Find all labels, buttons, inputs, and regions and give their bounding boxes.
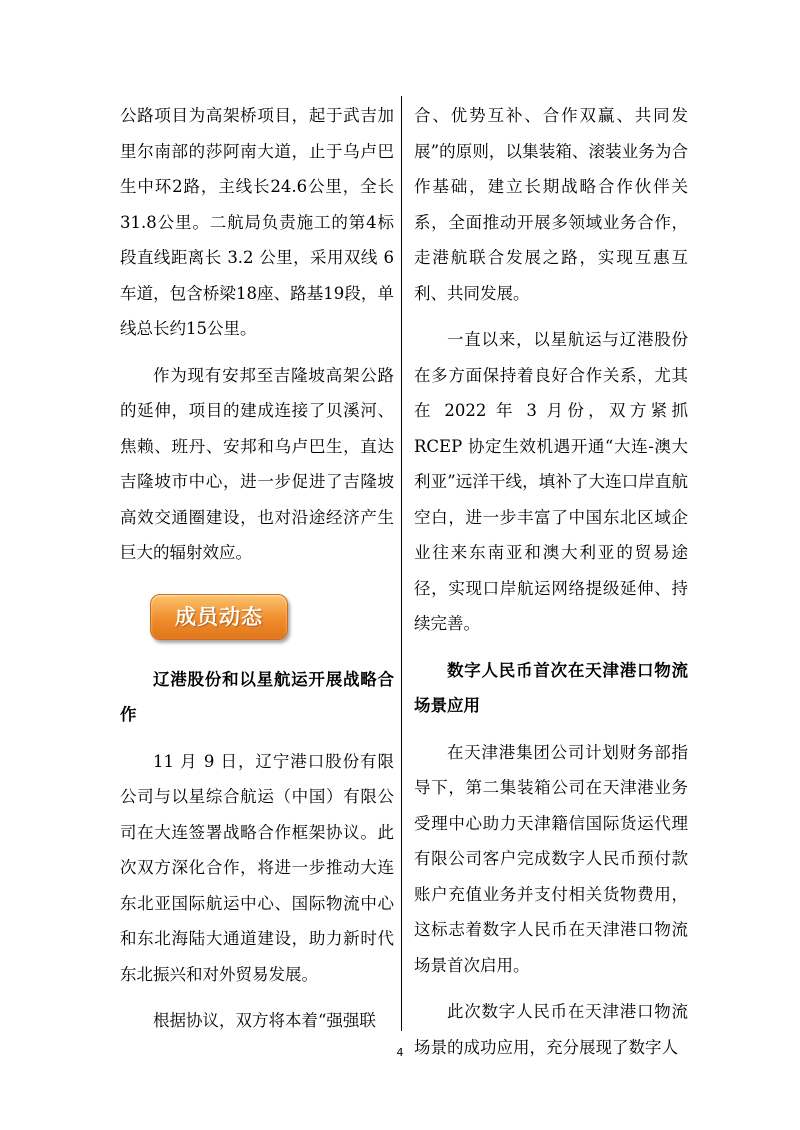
body-paragraph: 根据协议，双方将本着“强强联 (153, 1011, 376, 1030)
body-paragraph: 作为现有安邦至吉隆坡高架公路的延伸，项目的建成连接了贝溪河、焦赖、班丹、安邦和乌卢巴生，直达吉隆坡市中心，进一步促进了吉隆坡高效交通圈建设，也对沿途经济产生巨大的辐射效应。 (120, 365, 394, 562)
body-paragraph: 合、优势互补、合作双赢、共同发展”的原则，以集装箱、滚装业务为合作基础，建立长期战略合作伙伴关系，全面推动开展多领域业务合作，走港航联合发展之路，实现互惠互利、共同发展。 (414, 106, 688, 303)
article-title: 数字人民币首次在天津港口物流场景应用 (414, 660, 688, 715)
body-paragraph: 在天津港集团公司计划财务部指导下，第二集装箱公司在天津港业务受理中心助力天津籍信国际货运代理有限公司客户完成数字人民币预付款账户充值业务并支付相关货物费用，这标志着数字人民币在天津港口物流场景首次启用。 (414, 742, 688, 975)
article-title: 辽港股份和以星航运开展战略合作 (120, 669, 394, 724)
left-column (120, 98, 394, 1050)
right-column (414, 98, 688, 1076)
page-number: 4 (396, 1046, 404, 1059)
section-badge: 成员动态 (150, 594, 288, 640)
body-paragraph: 公路项目为高架桥项目，起于武吉加里尔南部的莎阿南大道，止于乌卢巴生中环2路，主线长24.6公里，全长31.8公里。二航局负责施工的第4标段直线距离长 3.2 公里，采用双线 6 车道，包含桥梁18座、路基19段，单线总长约15公里。 (120, 106, 394, 338)
body-paragraph: 此次数字人民币在天津港口物流场景的成功应用，充分展现了数字人 (414, 1002, 688, 1057)
body-paragraph: 11 月 9 日，辽宁港口股份有限公司与以星综合航运（中国）有限公司在大连签署战略合作框架协议。此次双方深化合作，将进一步推动大连东北亚国际航运中心、国际物流中心和东北海陆大通道建设，助力新时代东北振兴和对外贸易发展。 (120, 751, 394, 984)
section-badge-container (120, 582, 394, 662)
column-divider (401, 96, 402, 1031)
body-paragraph: 一直以来，以星航运与辽港股份在多方面保持着良好合作关系，尤其在 2022 年 3 月份，双方紧抓 RCEP 协定生效机遇开通“大连-澳大利亚”远洋干线，填补了大连口岸直航空白，进一步丰富了中国东北区域企业往来东南亚和澳大利亚的贸易途径，实现口岸航运网络提级延伸、持续完善。 (414, 330, 688, 633)
